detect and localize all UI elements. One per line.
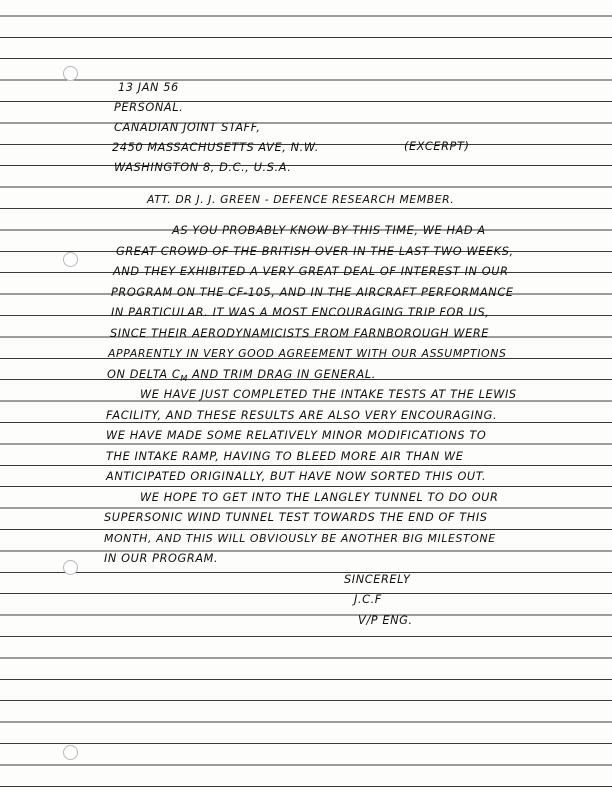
- address-line-3: WASHINGTON 8, D.C., U.S.A.: [114, 161, 292, 174]
- body-line: SINCE THEIR AERODYNAMICISTS FROM FARNBOROUGH WERE: [110, 327, 490, 340]
- binder-hole: [63, 745, 78, 760]
- binder-hole: [63, 66, 78, 81]
- body-line: WE HAVE MADE SOME RELATIVELY MINOR MODIFICATIONS TO: [106, 429, 487, 442]
- letter-date: 13 JAN 56: [118, 81, 179, 94]
- body-line: WE HOPE TO GET INTO THE LANGLEY TUNNEL TO DO OUR: [140, 491, 499, 504]
- body-line: IN OUR PROGRAM.: [104, 552, 219, 565]
- body-line: AS YOU PROBABLY KNOW BY THIS TIME, WE HAD A: [172, 224, 486, 237]
- body-line: WE HAVE JUST COMPLETED THE INTAKE TESTS AT THE LEWIS: [140, 388, 517, 401]
- body-line: AND THEY EXHIBITED A VERY GREAT DEAL OF INTEREST IN OUR: [113, 265, 509, 278]
- body-line-delta: [107, 364, 376, 386]
- closing: SINCERELY: [344, 573, 411, 586]
- delta-tail: AND TRIM DRAG IN GENERAL.: [187, 368, 376, 381]
- body-line: APPARENTLY IN VERY GOOD AGREEMENT WITH OUR ASSUMPTIONS: [108, 347, 507, 360]
- address-line-2: 2450 MASSACHUSETTS AVE, N.W.: [112, 141, 319, 154]
- delta-text: ON DELTA C: [107, 368, 181, 381]
- body-line: SUPERSONIC WIND TUNNEL TEST TOWARDS THE END OF THIS: [104, 511, 488, 524]
- personal-label: PERSONAL.: [114, 101, 184, 114]
- address-line-1: CANADIAN JOINT STAFF,: [114, 121, 261, 134]
- body-line: MONTH, AND THIS WILL OBVIOUSLY BE ANOTHER BIG MILESTONE: [104, 532, 496, 545]
- body-line: IN PARTICULAR. IT WAS A MOST ENCOURAGING TRIP FOR US,: [111, 306, 490, 319]
- binder-hole: [63, 560, 78, 575]
- body-line: FACILITY, AND THESE RESULTS ARE ALSO VERY ENCOURAGING.: [106, 409, 498, 422]
- signer-title: V/P ENG.: [358, 614, 413, 627]
- excerpt-label: (EXCERPT): [404, 140, 470, 153]
- binder-hole: [63, 252, 78, 267]
- delta-subscript: M: [180, 374, 188, 383]
- body-line: PROGRAM ON THE CF-105, AND IN THE AIRCRAFT PERFORMANCE: [111, 286, 514, 299]
- attention-line: ATT. DR J. J. GREEN - DEFENCE RESEARCH MEMBER.: [147, 193, 455, 206]
- signature: J.C.F: [354, 593, 382, 606]
- body-line: GREAT CROWD OF THE BRITISH OVER IN THE LAST TWO WEEKS,: [116, 245, 514, 258]
- body-line: ANTICIPATED ORIGINALLY, BUT HAVE NOW SORTED THIS OUT.: [106, 470, 487, 483]
- body-line: THE INTAKE RAMP, HAVING TO BLEED MORE AIR THAN WE: [106, 450, 464, 463]
